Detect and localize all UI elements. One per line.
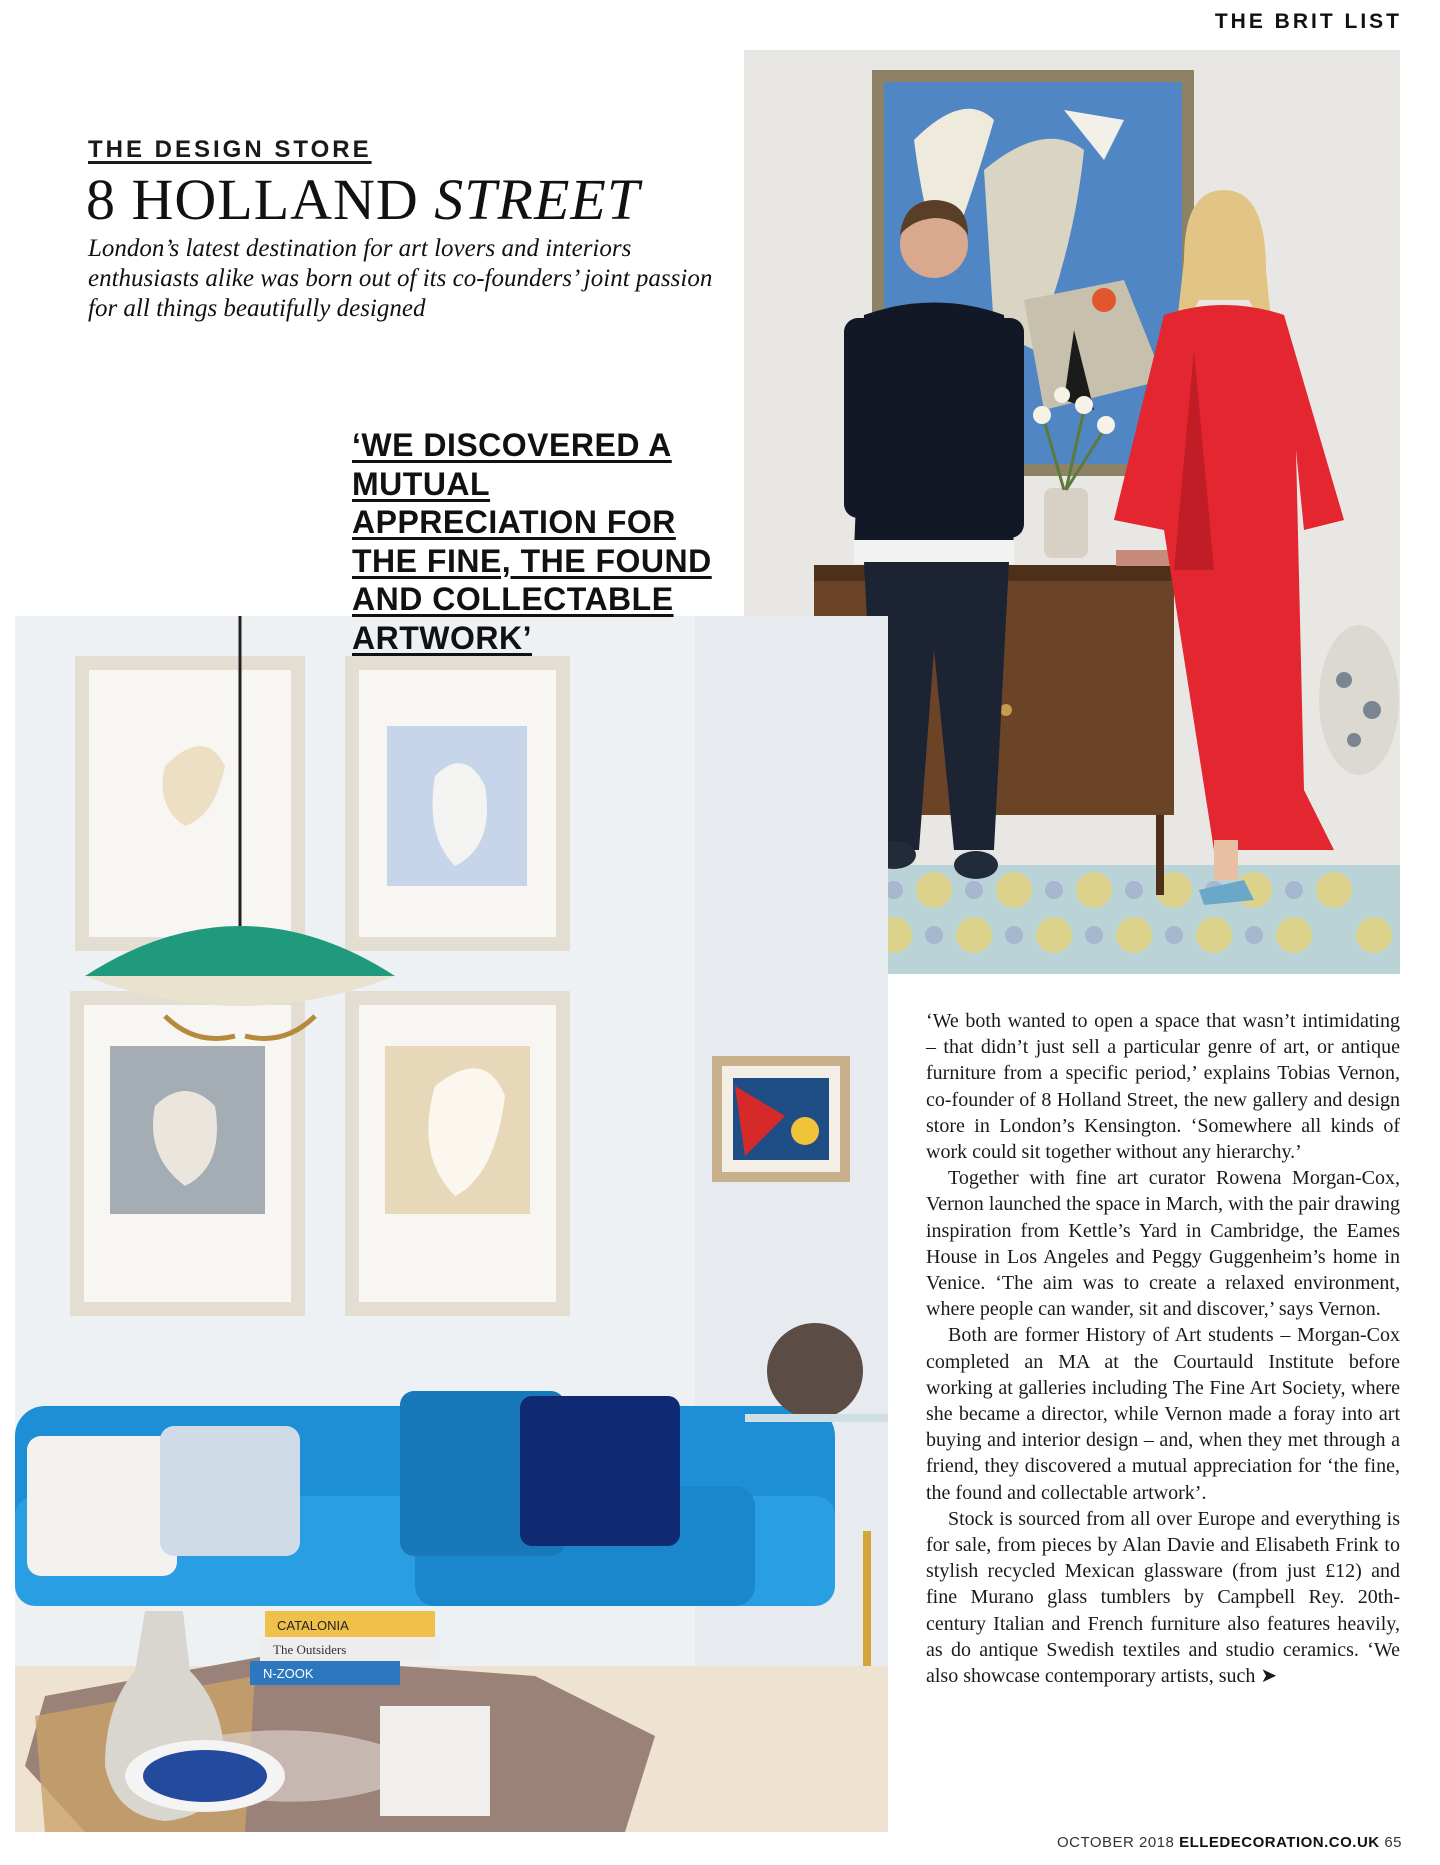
article-body bbox=[926, 1008, 1400, 1689]
title-italic: STREET bbox=[434, 167, 641, 232]
footer-page-number: 65 bbox=[1384, 1834, 1402, 1851]
book-spine-nzook: N-ZOOK bbox=[263, 1666, 314, 1681]
article-title bbox=[86, 168, 640, 232]
footer-site: ELLEDECORATION.CO.UK bbox=[1179, 1834, 1380, 1851]
body-paragraph-1: ‘We both wanted to open a space that wasn’t intimidating – that didn’t just sell a particular genre of art, or antique furniture from a specific period,’ explains Tobias Vernon, co-founder of 8 Holland Street, the new gallery and design store in London’s Kensington. ‘Somewhere all kinds of work could sit together without any hierarchy.’ bbox=[926, 1010, 1400, 1164]
page-footer bbox=[1057, 1834, 1402, 1851]
interior-photo bbox=[15, 616, 888, 1832]
book-spine-catalonia: CATALONIA bbox=[277, 1618, 349, 1633]
body-paragraph-2: Together with fine art curator Rowena Morgan-Cox, Vernon launched the space in March, with the pair drawing inspiration from Kettle’s Yard in Cambridge, the Eames House in Los Angeles and Peggy Guggenheim’s home in Venice. ‘The aim was to create a relaxed environment, where people can wander, sit and discover,’ says Vernon. bbox=[926, 1167, 1400, 1321]
body-paragraph-4: Stock is sourced from all over Europe and everything is for sale, from pieces by Alan Davie and Elisabeth Frink to stylish recycled Mexican glassware (from just £12) and fine Murano glass tumblers by Campbell Rey. 20th-century Italian and French furniture also features heavily, as do antique Swedish textiles and studio ceramics. ‘We also showcase contemporary artists, such ➤ bbox=[926, 1507, 1400, 1688]
section-label: THE BRIT LIST bbox=[1214, 10, 1402, 33]
title-plain: 8 HOLLAND bbox=[86, 167, 419, 232]
footer-issue: OCTOBER 2018 bbox=[1056, 1834, 1175, 1851]
book-spine-outsiders: The Outsiders bbox=[273, 1642, 347, 1657]
article-kicker: THE DESIGN STORE bbox=[88, 136, 372, 163]
body-paragraph-3: Both are former History of Art students – Morgan-Cox completed an MA at the Courtauld Institute before working at galleries including The Fine Art Society, where she became a director, while Vernon made a foray into art buying and interior design – and, when they met through a friend, they discovered a mutual appreciation for ‘the fine, the found and collectable artwork’. bbox=[926, 1324, 1400, 1504]
pull-quote: ‘WE DISCOVERED A MUTUAL APPRECIATION FOR THE FINE, THE FOUND AND COLLECTABLE ARTWORK’ bbox=[352, 427, 712, 656]
interior-photo-illustration bbox=[15, 616, 888, 1832]
article-standfirst: London’s latest destination for art lovers and interiors enthusiasts alike was born out of its co-founders’ joint passion for all things beautifully designed bbox=[88, 235, 713, 322]
